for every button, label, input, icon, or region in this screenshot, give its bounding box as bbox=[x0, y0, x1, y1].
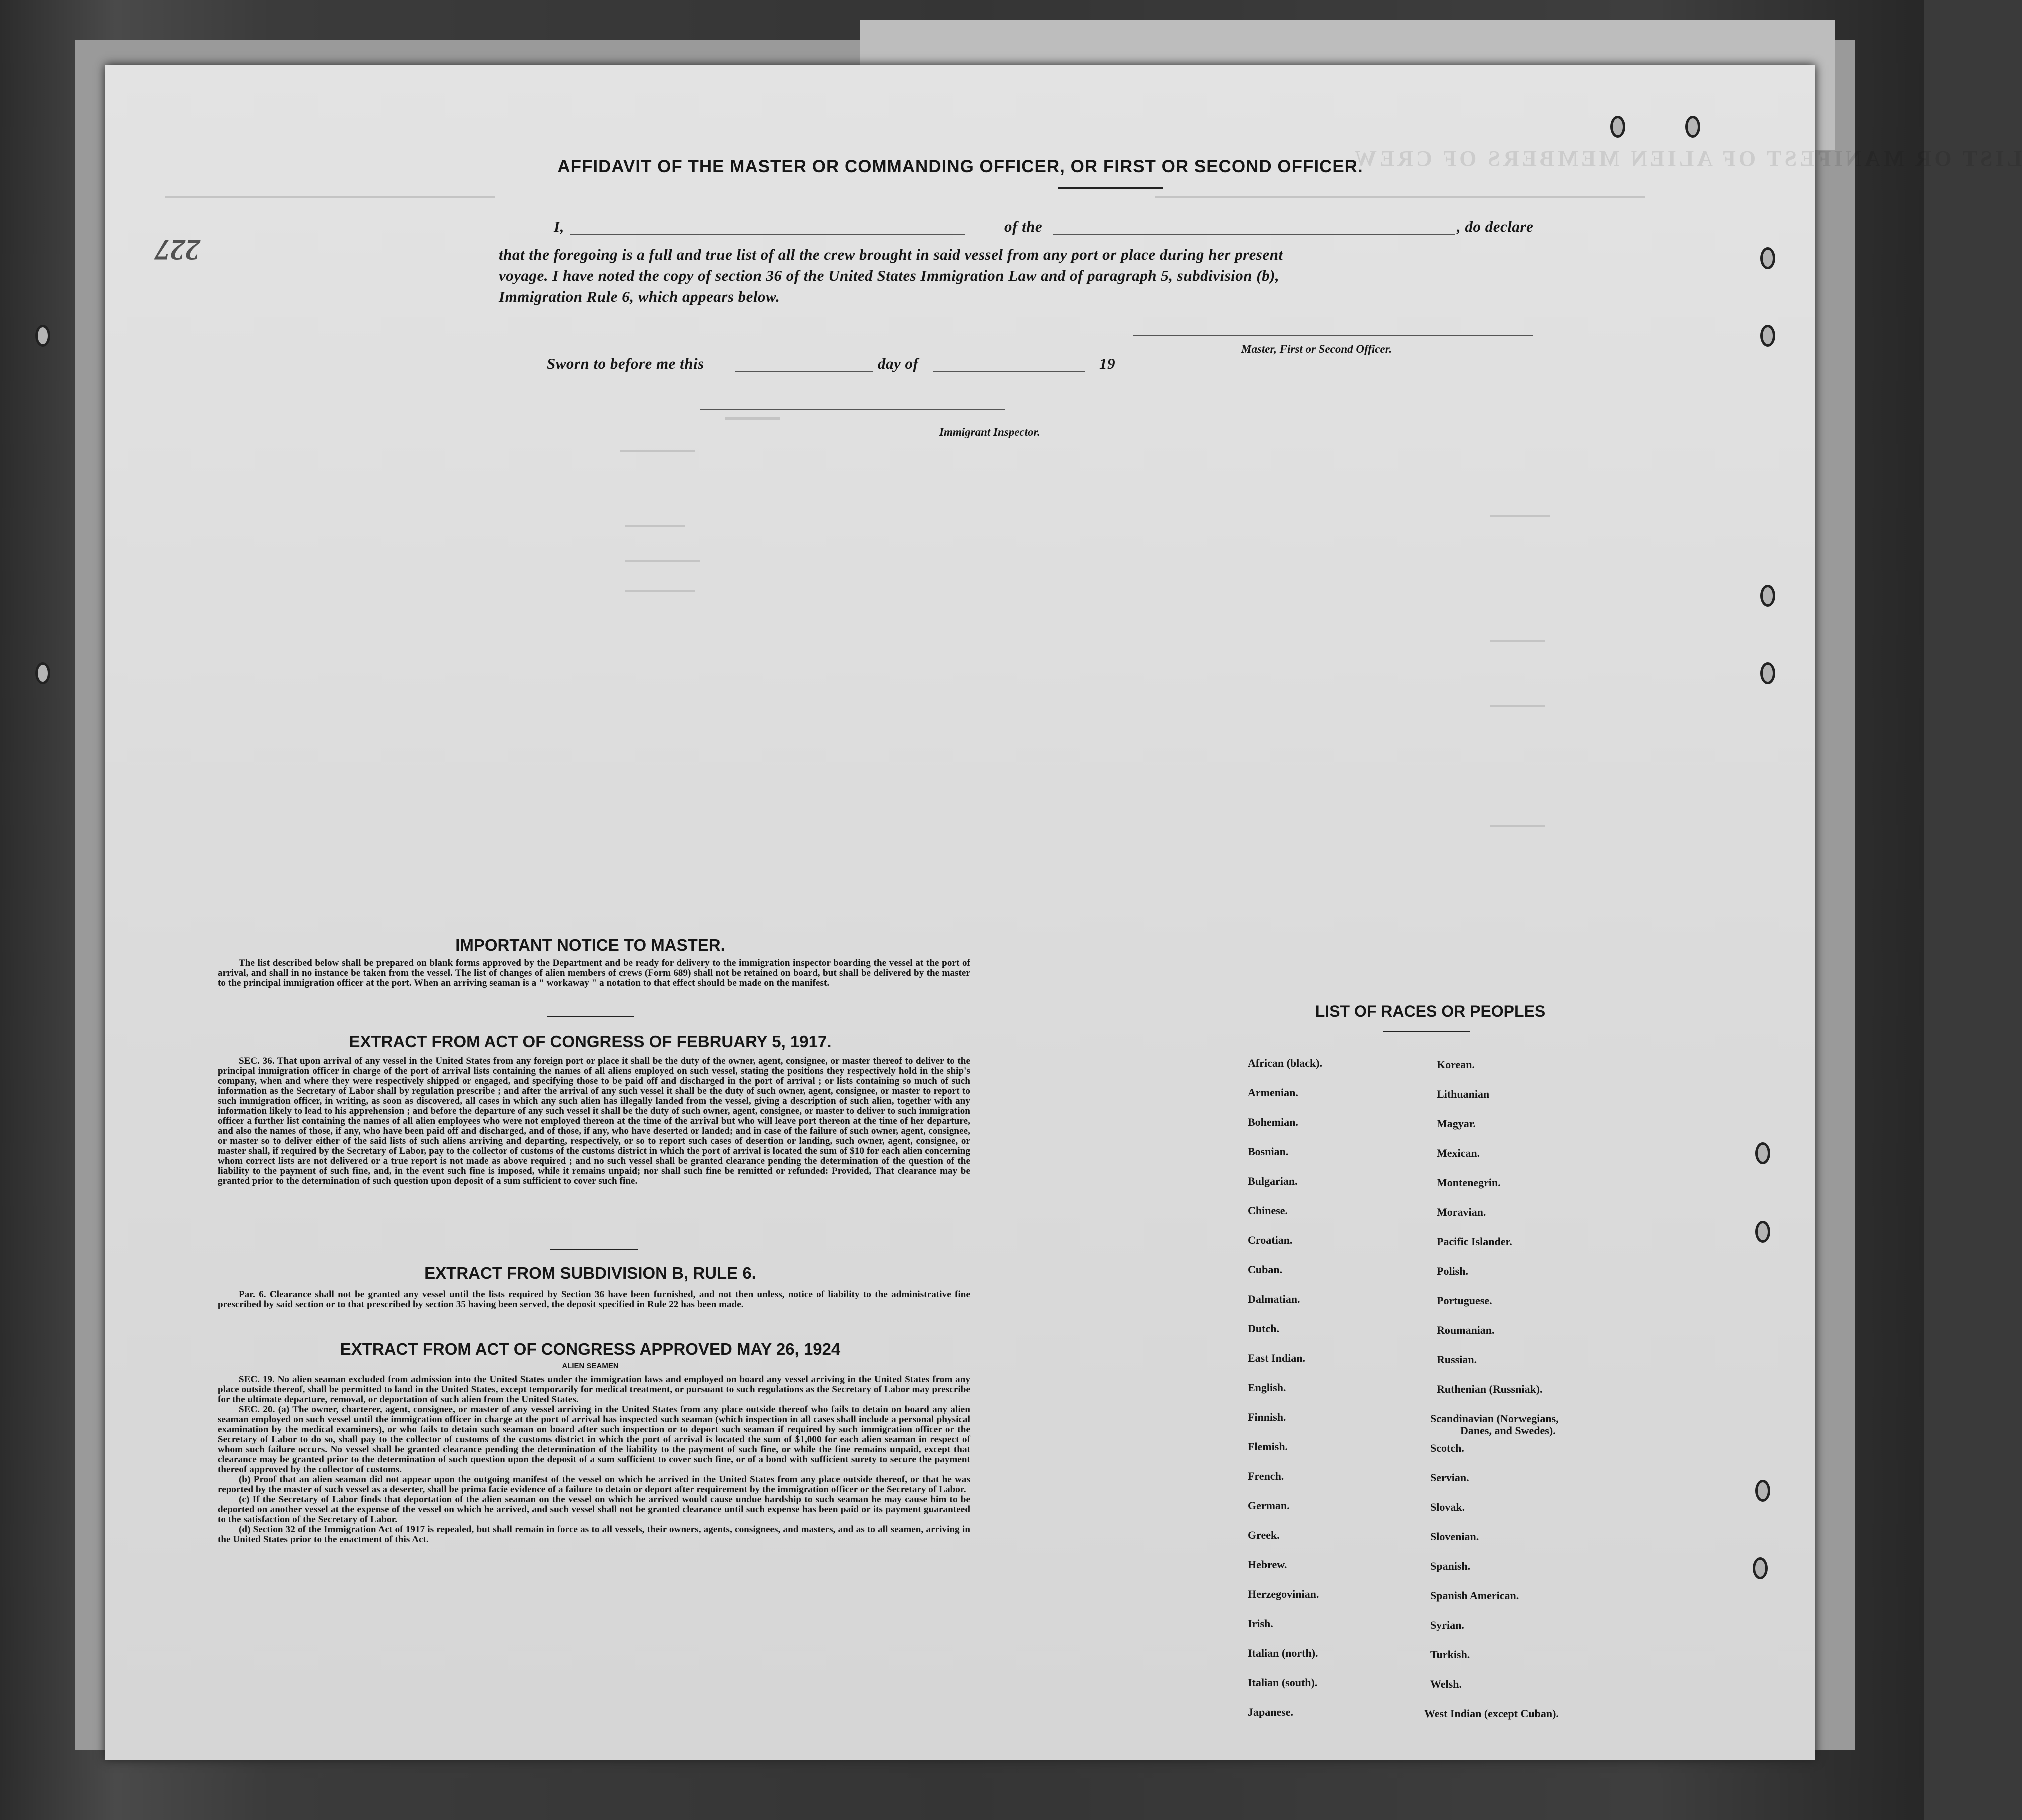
extract-1917-title: EXTRACT FROM ACT OF CONGRESS OF FEBRUARY 5, 1917. bbox=[349, 1032, 832, 1051]
race-item: Bosnian. bbox=[1248, 1146, 1289, 1158]
race-item: Ruthenian (Russniak). bbox=[1437, 1383, 1543, 1396]
race-item: Mexican. bbox=[1437, 1147, 1480, 1160]
inspector-signature-blank bbox=[700, 409, 1005, 410]
race-item: Dalmatian. bbox=[1248, 1293, 1300, 1306]
extract-1924-paragraph: SEC. 20. (a) The owner, charterer, agent, consignee, or master of any vessel arriving in the United States from any place outside thereof who fails to detain on board any alien seaman employed on such vessel until the immigration officer in charge at the port of arrival has inspected such seaman (which inspection in all cases shall include a personal physical examination by the medical examiners), or who fails to detain such seaman on board after such inspection or to deport such seaman if required by such immigration officer or the Secretary of Labor to do so, shall pay to the collector of customs of the customs district in which the port of arrival is located the sum of $1,000 for each alien seaman in respect of whom such failure occurs. No vessel shall be granted clearance pending the determination of the liability to the payment of such fine, or while the fine remains unpaid, except that clearance may be granted prior to the determination of such question upon the deposit of a sum sufficient to cover such fine, or of a bond with sufficient surety to secure the payment thereof approved by the collector of customs. bbox=[218, 1404, 970, 1475]
handwritten-page-number: 227 bbox=[155, 234, 200, 266]
binder-hole bbox=[1755, 1142, 1770, 1164]
bleed-through-mark bbox=[1490, 515, 1550, 518]
races-rule bbox=[1383, 1031, 1470, 1032]
race-item: Roumanian. bbox=[1437, 1324, 1495, 1336]
sworn-day-of: day of bbox=[878, 355, 919, 372]
binder-hole bbox=[1760, 248, 1775, 270]
sworn-text: Sworn to before me this bbox=[547, 355, 704, 372]
bleed-through-mark bbox=[625, 560, 700, 562]
race-item: Dutch. bbox=[1248, 1322, 1279, 1335]
extract-1924-paragraph: SEC. 19. No alien seaman excluded from admission into the United States under the immigration laws and employed on board any vessel arriving in the United States from any place outside thereof, shall be permitted to land in the United States, except temporarily for medical treatment, or pursuant to such regulations as the Secretary of Labor may prescribe for the ultimate departure, removal, or deportation of such alien from the United States. bbox=[218, 1374, 970, 1405]
race-item: Spanish American. bbox=[1430, 1590, 1519, 1602]
bleed-through-mark bbox=[1155, 196, 1645, 198]
race-item: East Indian. bbox=[1248, 1352, 1305, 1364]
race-item: English. bbox=[1248, 1382, 1286, 1394]
binder-hole bbox=[1610, 116, 1625, 138]
race-item: Chinese. bbox=[1248, 1204, 1288, 1217]
race-item: Italian (north). bbox=[1248, 1647, 1318, 1660]
race-item: Servian. bbox=[1430, 1472, 1469, 1484]
binder-hole bbox=[1760, 325, 1775, 347]
races-title: LIST OF RACES OR PEOPLES bbox=[1315, 1002, 1546, 1020]
race-item: French. bbox=[1248, 1470, 1284, 1482]
extract-1924-paragraph: (b) Proof that an alien seaman did not appear upon the outgoing manifest of the vessel on which he arrived in the United States from any place outside thereof, or that he was reported by the master of such vessel as a deserter, shall be prima facie evidence of a failure to detain or deport after requirement by the immigration officer or the Secretary of Labor. bbox=[218, 1474, 970, 1495]
bleed-through-mark bbox=[1490, 640, 1545, 642]
race-item: Irish. bbox=[1248, 1618, 1273, 1630]
race-item: Polish. bbox=[1437, 1265, 1468, 1278]
race-item: Magyar. bbox=[1437, 1118, 1476, 1130]
inspector-caption: Immigrant Inspector. bbox=[939, 426, 1040, 438]
race-item: Russian. bbox=[1437, 1354, 1477, 1366]
extract-1917-paragraph: SEC. 36. That upon arrival of any vessel in the United States from any foreign port or place it shall be the duty of the owner, agent, consignee, or master thereof to deliver to the principal immigration officer in charge of the port of arrival lists containing the names of all aliens employed on such vessel, stating the positions they respectively hold in the ship's company, when and where they were respectively shipped or engaged, and specifying those to be paid off and discharged in the port of arrival ; or lists containing so much of such information as the Secretary of Labor shall by regulation prescribe ; and after the arrival of any such vessel it shall be the duty of such owner, agent, consignee, or master to report to such immigration officer, in writing, as soon as discovered, all cases in which any such alien has illegally landed from the vessel, giving a description of such alien, together with any information likely to lead to his apprehension ; and before the departure of any such vessel it shall be the duty of such owner, agent, consignee, or master to deliver to such immigration officer a further list containing the names of all alien employees who were not employed thereon at the time of the arrival but who will leave port thereon at the time of her departure, and also the names of those, if any, who have been paid off and discharged, and of those, if any, who have deserted or landed; and in case of the failure of such owner, agent, consignee, or master so to deliver either of the said lists of such aliens arriving and departing, respectively, or so to report such cases of desertion or landing, such owner, agent, consignee, or master shall, if required by the Secretary of Labor, pay to the collector of customs of the customs district in which the port of arrival is located the sum of $10 for each alien concerning whom correct lists are not delivered or a true report is not made as above required ; and no such vessel shall be granted clearance pending the determination of the question of the liability to the payment of such fine, and, in the event such fine is imposed, while it remains unpaid; nor shall such fine be remitted or refunded: Provided, That clearance may be granted prior to the determination of such question upon deposit of a sum sufficient to cover such fine. bbox=[218, 1056, 970, 1186]
affidavit-of-the: of the bbox=[1004, 218, 1043, 236]
affidavit-line-4: Immigration Rule 6, which appears below. bbox=[499, 288, 780, 306]
notice-text bbox=[218, 958, 970, 988]
race-item: Slovak. bbox=[1430, 1501, 1465, 1514]
extract-1917-rule bbox=[550, 1249, 638, 1250]
rule-6-title: EXTRACT FROM SUBDIVISION B, RULE 6. bbox=[424, 1264, 756, 1282]
binder-hole bbox=[1753, 1558, 1768, 1580]
race-item: German. bbox=[1248, 1500, 1290, 1512]
race-item: Portuguese. bbox=[1437, 1294, 1492, 1307]
race-item: Danes, and Swedes). bbox=[1460, 1424, 1556, 1437]
race-item: Turkish. bbox=[1430, 1648, 1470, 1661]
notice-title: IMPORTANT NOTICE TO MASTER. bbox=[455, 936, 725, 954]
race-item: Croatian. bbox=[1248, 1234, 1293, 1246]
notice-rule bbox=[547, 1016, 634, 1017]
extract-1924-paragraph: (c) If the Secretary of Labor finds that deportation of the alien seaman on the vessel on which he arrived would cause undue hardship to such seaman he may cause him to be deported on another vessel at the expense of the vessel on which he arrived, and such vessel shall not be granted clearance until such expense has been paid or its payment guaranteed to the satisfaction of the Secretary of Labor. bbox=[218, 1494, 970, 1525]
race-item: Hebrew. bbox=[1248, 1558, 1287, 1571]
signature-caption: Master, First or Second Officer. bbox=[1241, 343, 1392, 356]
extract-1924-title: EXTRACT FROM ACT OF CONGRESS APPROVED MAY 26, 1924 bbox=[340, 1340, 841, 1358]
affidavit-i: I, bbox=[554, 218, 564, 236]
binder-hole bbox=[1755, 1221, 1770, 1243]
title-rule bbox=[1058, 188, 1163, 189]
sworn-year: 19 bbox=[1099, 355, 1115, 372]
rule-6-paragraph: Par. 6. Clearance shall not be granted any vessel until the lists required by Section 36 have been furnished, and not then unless, notice of liability to the administrative fine prescribed by said section or to that prescribed by section 35 having been served, the deposit specified in Rule 22 has been made. bbox=[218, 1290, 970, 1310]
race-item: Armenian. bbox=[1248, 1086, 1298, 1099]
race-item: Slovenian. bbox=[1430, 1530, 1479, 1543]
race-item: Greek. bbox=[1248, 1529, 1280, 1542]
binder-hole bbox=[35, 325, 50, 347]
race-item: Lithuanian bbox=[1437, 1088, 1490, 1100]
rule-6-text bbox=[218, 1290, 970, 1310]
affidavit-title: AFFIDAVIT OF THE MASTER OR COMMANDING OFFICER, OR FIRST OR SECOND OFFICER. bbox=[557, 157, 1363, 176]
bleed-through-mark bbox=[1490, 825, 1545, 828]
race-item: Finnish. bbox=[1248, 1411, 1286, 1424]
bleed-through-mark bbox=[725, 418, 780, 420]
race-item: Moravian. bbox=[1437, 1206, 1486, 1218]
binder-hole bbox=[1685, 116, 1700, 138]
extract-1917-text bbox=[218, 1056, 970, 1186]
notice-paragraph: The list described below shall be prepared on blank forms approved by the Department and be ready for delivery to the immigration inspector boarding the vessel at the port of arrival, and shall in no instance be taken from the vessel. The list of changes of alien members of crews (Form 689) shall not be retained on board, but shall be delivered by the master to the principal immigration officer at the port. When an arriving seaman is a " workaway " a notation to that effect should be made on the manifest. bbox=[218, 958, 970, 988]
affidavit-line-2: that the foregoing is a full and true list of all the crew brought in said vessel from any port or place during her present bbox=[499, 246, 1283, 264]
binder-hole bbox=[1760, 585, 1775, 607]
race-item: Japanese. bbox=[1248, 1706, 1294, 1718]
extract-1924-text bbox=[218, 1375, 970, 1545]
sworn-day-blank bbox=[735, 371, 873, 372]
race-item: Pacific Islander. bbox=[1437, 1236, 1512, 1248]
binder-hole bbox=[1755, 1480, 1770, 1502]
bleed-through-mark bbox=[625, 590, 695, 592]
race-item: Bohemian. bbox=[1248, 1116, 1298, 1128]
race-item: Italian (south). bbox=[1248, 1676, 1318, 1689]
race-item: African (black). bbox=[1248, 1057, 1323, 1070]
bleed-through-mark bbox=[620, 450, 695, 452]
race-item: Herzegovinian. bbox=[1248, 1588, 1319, 1600]
race-item: West Indian (except Cuban). bbox=[1424, 1708, 1559, 1720]
race-item: Syrian. bbox=[1430, 1619, 1464, 1632]
race-item: Spanish. bbox=[1430, 1560, 1471, 1572]
bleed-through-mark bbox=[165, 196, 495, 198]
name-blank bbox=[570, 234, 965, 235]
race-item: Montenegrin. bbox=[1437, 1176, 1501, 1189]
affidavit-line-3: voyage. I have noted the copy of section 36 of the United States Immigration Law and of paragraph 5, subdivision (b), bbox=[499, 267, 1280, 284]
affidavit-declare: , do declare bbox=[1457, 218, 1534, 236]
extract-1924-paragraph: (d) Section 32 of the Immigration Act of 1917 is repealed, but shall remain in force as to all vessels, their owners, agents, consignees, and masters, and as to all seamen, arriving in the United States prior to the enactment of this Act. bbox=[218, 1524, 970, 1545]
race-item: Bulgarian. bbox=[1248, 1175, 1298, 1188]
race-item: Scandinavian (Norwegians, bbox=[1430, 1412, 1559, 1425]
document-page bbox=[105, 65, 2022, 1760]
race-item: Scotch. bbox=[1430, 1442, 1464, 1454]
sworn-month-blank bbox=[933, 371, 1085, 372]
bleed-through-heading: LIST OR MANIFEST OF ALIEN MEMBERS OF CREW. bbox=[1345, 146, 2022, 171]
race-item: Korean. bbox=[1437, 1058, 1475, 1071]
race-item: Flemish. bbox=[1248, 1440, 1288, 1453]
binder-hole bbox=[35, 662, 50, 684]
extract-1924-subtitle: ALIEN SEAMEN bbox=[562, 1362, 619, 1370]
signature-blank bbox=[1133, 335, 1533, 336]
vessel-blank bbox=[1053, 234, 1455, 235]
bleed-through-mark bbox=[1490, 705, 1545, 708]
binder-hole bbox=[1760, 662, 1775, 684]
race-item: Welsh. bbox=[1430, 1678, 1462, 1690]
bleed-through-mark bbox=[625, 525, 685, 528]
race-item: Cuban. bbox=[1248, 1264, 1283, 1276]
